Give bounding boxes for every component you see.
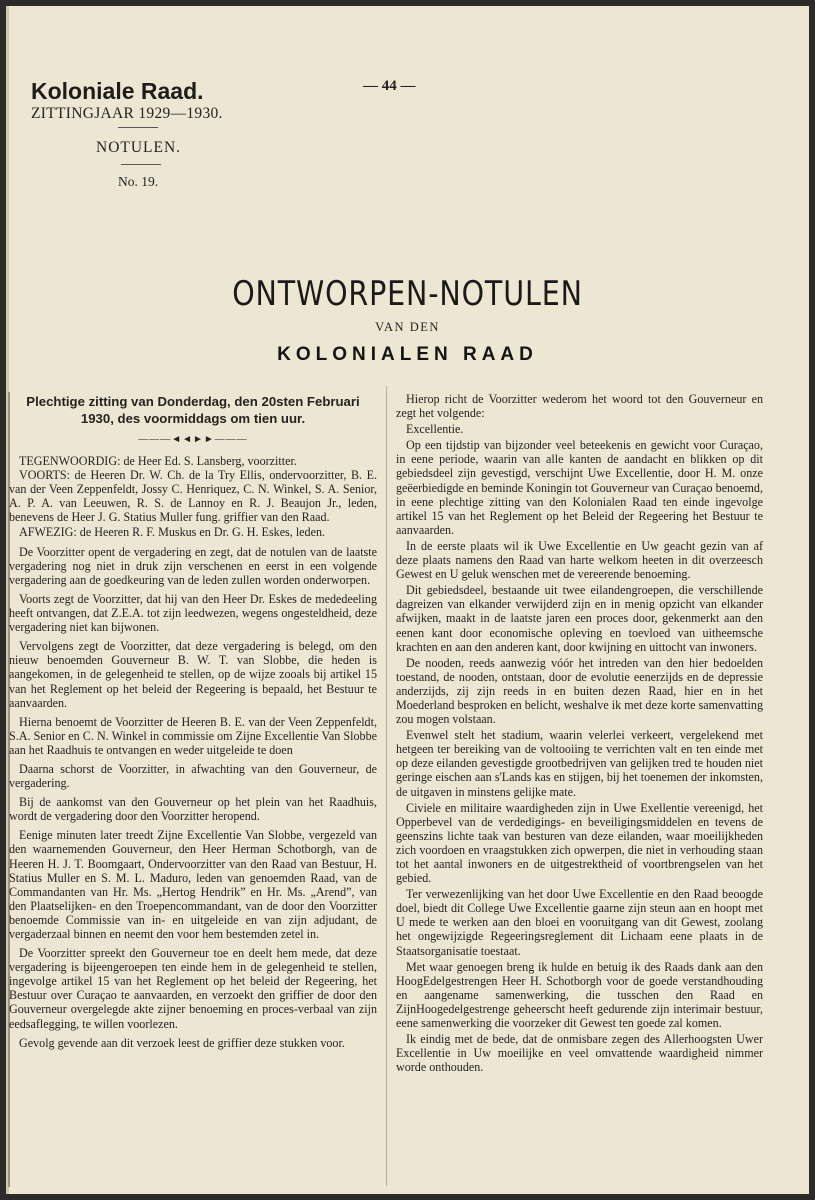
header-rule [121,164,161,165]
header-rule [118,127,158,128]
paragraph: Daarna schorst de Voorzitter, in afwachting van den Gouverneur, de vergadering. [9,761,377,791]
paragraph: Evenwel stelt het stadium, waarin velerlei verkeert, vergelekend met hetgeen ter bereiking van de voltooiing te verrichten valt en ten einde met op deze eilanden gevestigde grootbedrijven van gelijken tred te houden niet geringe eischen aan s'Lands kas en stijgen, bij het toenemen der inkomsten, de uitgaven in minstens gelijke mate. [396,728,763,799]
paragraph: Voorts zegt de Voorzitter, dat hij van den Heer Dr. Eskes de mededeeling heeft ontvangen, dat Z.E.A. tot zijn leedwezen, wegens ongesteldheid, deze vergadering niet kan bijwonen. [9,591,377,635]
paragraph: Civiele en militaire waardigheden zijn in Uwe Exellentie vereenigd, het Opperbevel van de verdedigings- en beveiligingsmiddelen en tevens de geenszins lichte taak van besturen van deze eilanden, waar moeilijkheden zich voordoen en vraagstukken zich opwerpen, die niet in verhouding staan tot het aantal inwoners en de uitgestrektheid of voortbrengselen van het gebied. [396,800,763,886]
attendance-absent: AFWEZIG: de Heeren R. F. Muskus en Dr. G. H. Eskes, leden. [19,524,326,539]
council-title: Koloniale Raad. [31,78,204,104]
paragraph: Vervolgens zegt de Voorzitter, dat deze vergadering is belegd, om den nieuw benoemden Gouverneur B. W. T. van Slobbe, die heden is aangekomen, in de gelegenheid te stellen, op de wijze zooals bij artikel 15 van het Reglement op het beleid der Regeering is bepaald, het Bestuur te aanvaarden. [9,639,377,710]
attendance-present: TEGENWOORDIG: de Heer Ed. S. Lansberg, voorzitter. [19,454,297,469]
paragraph: Hierna benoemt de Voorzitter de Heeren B. E. van der Veen Zeppenfeldt, S.A. Senior en C. N. Winkel in commissie om Zijne Excellentie Van Slobbe aan het Raadhuis te ontvangen en weder uitgeleide te doen [9,714,377,757]
paragraph: In de eerste plaats wil ik Uwe Excellentie en Uw geacht gezin van af deze plaats namens den Raad van harte welkom heeten in dit overzeesch Gewest en U geluk wenschen met de vereerende benoeming. [396,538,763,582]
attendance-block [9,454,377,539]
left-column [9,391,377,1055]
document-title: ONTWORPEN-NOTULEN [232,274,583,314]
paragraph: Dit gebiedsdeel, bestaande uit twee eilandengroepen, die verschillende dagreizen van elkander verwijderd zijn en in menig opzicht van elkander afwijken, maakt in de laatste jaren een proces door, gekenmerkt aan den eenen kant door economische opleving en toevloed van uitheemsche krachten en aan den anderen kant, door kwijning en uittocht van inwoners. [396,583,763,654]
paragraph: Op een tijdstip van bijzonder veel beteekenis en gewicht voor Curaçao, in eene periode, waarin van alle kanten de aandacht en blikken op dit gebiedsdeel zijn gevestigd, verschijnt Uwe Excellentie, door H. M. onze geëerbiedigde en beminde Koningin tot Gouverneur van Curaçao benoemd, in eene plechtige zitting van den Kolonialen Raad ten einde ingevolge artikel 15 van het Reglement op het Beleid der Regeering het Bestuur te aanvaarden. [396,438,763,537]
document-page [6,6,809,1194]
section-label: NOTULEN. [96,139,182,156]
paragraph: De Voorzitter spreekt den Gouverneur toe en deelt hem mede, dat deze vergadering is bijeengeroepen ten einde hem in de gelegenheid te stellen, ingevolge artikel 15 van het Reglement op het beleid der Regeering, het Bestuur over Curaçao te aanvaarden, en verzoekt den griffier de door den Gouverneur overgelegde akte zijner benoeming en proces-verbaal van zijn eedsaflegging, te willen voorlezen. [9,946,377,1031]
meeting-heading: Plechtige zitting van Donderdag, den 20sten Februari 1930, des voormiddags om tien uur. [26,394,360,426]
ornament-rule: ———◄◄►►——— [138,434,248,445]
column-divider [386,386,387,1186]
paragraph: Met waar genoegen breng ik hulde en betuig ik des Raads dank aan den HoogEdelgestrengen Heer H. Schotborgh voor de goede verstandhouding en aangename samenwerking, die tusschen den Raad en ZijnHoogedelgestrenge geheerscht heeft gedurende zijn interimair bestuur, eene samenwerking die voorzeker dit Gewest ten goede zal komen. [396,959,763,1031]
page-number: — 44 — [363,78,416,94]
paragraph: Ter verwezenlijking van het door Uwe Excellentie en den Raad beoogde doel, biedt dit College Uwe Excellentie gaarne zijn steun aan en hoopt met U mede te werken aan den bloei en vooruitgang van dit Gewest, zoolang het ongewijzigde Regeeringsreglement dit Lichaam eene plaats in de Staatsorganisatie toestaat. [396,887,763,958]
session-year: ZITTINGJAAR 1929—1930. [31,105,223,122]
attendance-further: VOORTS: de Heeren Dr. W. Ch. de la Try Ellis, ondervoorzitter, B. E. van der Veen Zeppenfeldt, Jossy C. Henriquez, C. N. Winkel, S. A. Senior, A. P. A. van Leeuwen, R. S. de Lannoy en R. J. Beaujon Jr., leden, benevens de Heer J. G. Statius Muller fung. griffier van den Raad. [9,468,377,525]
paragraph: Gevolg gevende aan dit verzoek leest de griffier deze stukken voor. [19,1035,345,1050]
paragraph: Ik eindig met de bede, dat de onmisbare zegen des Allerhoogsten Uwer Excellentie in Uw moeilijke en veel omvattende waardigheid nimmer worde onthouden. [396,1032,763,1075]
paragraph: Bij de aankomst van den Gouverneur op het plein van het Raadhuis, wordt de vergadering door den Voorzitter heropend. [9,795,377,824]
paragraph: De nooden, reeds aanwezig vóór het intreden van den hier bedoelden toestand, de nooden, ontstaan, door de evolutie eenerzijds en de depressie anderzijds, zij zijn reeds in en buiten dezen Raad, hier en in het Moederland besproken en belicht, weshalve ik met deze korte samenvatting zou mogen volstaan. [396,655,763,727]
paragraph: Eenige minuten later treedt Zijne Excellentie Van Slobbe, vergezeld van den waarnemenden Gouverneur, den Heer Herman Schotborgh, van de Heeren H. J. T. Boomgaart, Ondervoorzitter van den Raad van Bestuur, H. Statius Muller en S. M. L. Maduro, leden van genoemden Raad, van de Commandanten van Hr. Ms. „Hertog Hendrik” en Hr. Ms. „Arend”, van den Plaatselijken- en den Troepencommandant, van de door den Voorzitter benoemde Commissie van in- en uitgeleide en van zijn adjudant, de vergaderzaal binnen en neemt den voor hem bestemden zetel in. [9,828,377,941]
salutation: Excellentie. [406,422,464,437]
council-name-title: KOLONIALEN RAAD [277,344,538,365]
paragraph: Hierop richt de Voorzitter wederom het woord tot den Gouverneur en zegt het volgende: [396,392,763,421]
title-connector: VAN DEN [375,320,440,334]
paragraph: De Voorzitter opent de vergadering en zegt, dat de notulen van de laatste vergadering nog niet in druk zijn verschenen en eerst in een volgende vergadering aan de goedkeuring van de leden zullen worden onderworpen. [9,544,377,587]
right-column [396,392,763,1076]
issue-number: No. 19. [118,174,159,189]
